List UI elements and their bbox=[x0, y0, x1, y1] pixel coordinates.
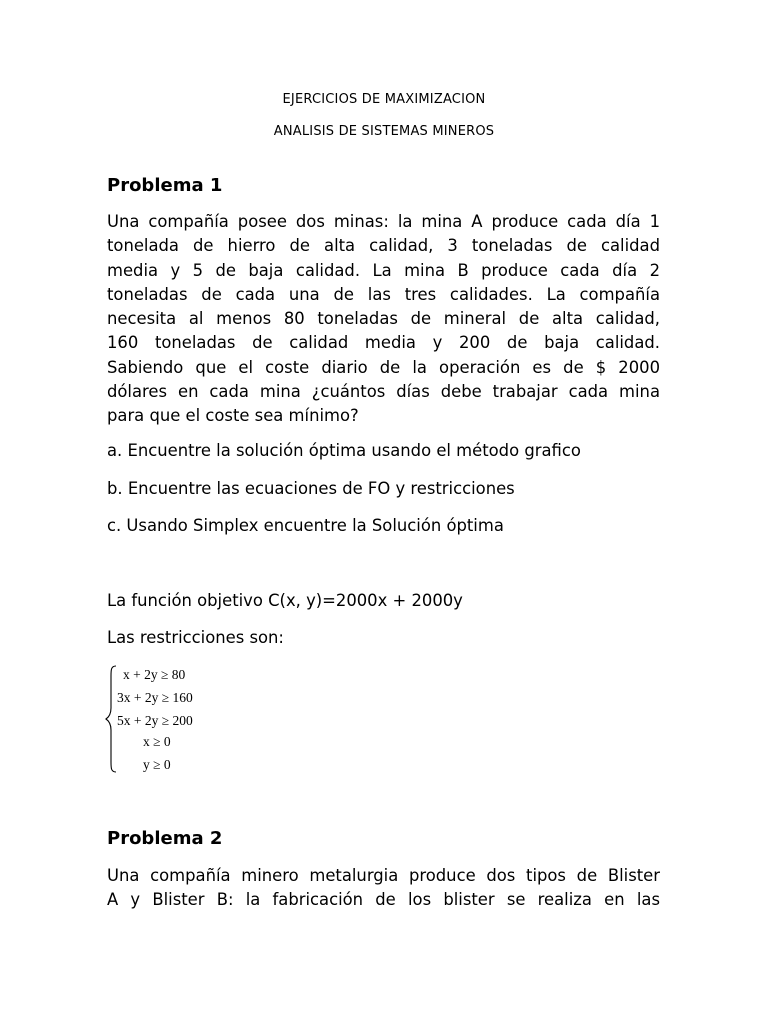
statement-line: necesita al menos 80 toneladas de mineral de alta calidad, bbox=[107, 309, 660, 329]
statement-line: 160 toneladas de calidad media y 200 de baja calidad. bbox=[107, 333, 660, 353]
constraint-2: 3x + 2y ≥ 160 bbox=[117, 690, 193, 705]
statement-line: media y 5 de baja calidad. La mina B produce cada día 2 bbox=[107, 260, 660, 280]
statement-line: Sabiendo que el coste diario de la operación es de $ 2000 bbox=[107, 357, 660, 377]
constraint-5: y ≥ 0 bbox=[143, 757, 171, 772]
statement-line: tonelada de hierro de alta calidad, 3 toneladas de calidad bbox=[107, 236, 660, 256]
document-subtitle: ANALISIS DE SISTEMAS MINEROS bbox=[273, 124, 495, 139]
item-a: a. Encuentre la solución óptima usando el método grafico bbox=[107, 441, 581, 460]
statement-line: A y Blister B: la fabricación de los blister se realiza en las bbox=[107, 890, 660, 910]
constraint-1: x + 2y ≥ 80 bbox=[123, 667, 186, 682]
problem-1-statement bbox=[107, 210, 660, 429]
statement-line: para que el coste sea mínimo? bbox=[107, 406, 359, 426]
constraint-system bbox=[104, 664, 244, 774]
statement-line: toneladas de cada una de las tres calidades. La compañía bbox=[107, 284, 660, 304]
statement-line: Una compañía minero metalurgia produce dos tipos de Blister bbox=[107, 866, 660, 885]
item-c: c. Usando Simplex encuentre la Solución óptima bbox=[107, 516, 504, 535]
statement-line: dólares en cada mina ¿cuántos días debe trabajar cada mina bbox=[107, 382, 660, 402]
objective-function: La función objetivo C(x, y)=2000x + 2000y bbox=[107, 591, 463, 610]
constraint-4: x ≥ 0 bbox=[143, 734, 171, 749]
constraint-3: 5x + 2y ≥ 200 bbox=[117, 713, 193, 728]
problem-1-heading: Problema 1 bbox=[107, 175, 223, 196]
statement-line: Una compañía posee dos minas: la mina A produce cada día 1 bbox=[107, 212, 660, 231]
document-title: EJERCICIOS DE MAXIMIZACION bbox=[282, 92, 486, 107]
constraints-label: Las restricciones son: bbox=[107, 628, 284, 647]
item-b: b. Encuentre las ecuaciones de FO y restricciones bbox=[107, 479, 515, 498]
problem-2-statement bbox=[107, 864, 660, 913]
problem-2-heading: Problema 2 bbox=[107, 828, 223, 849]
